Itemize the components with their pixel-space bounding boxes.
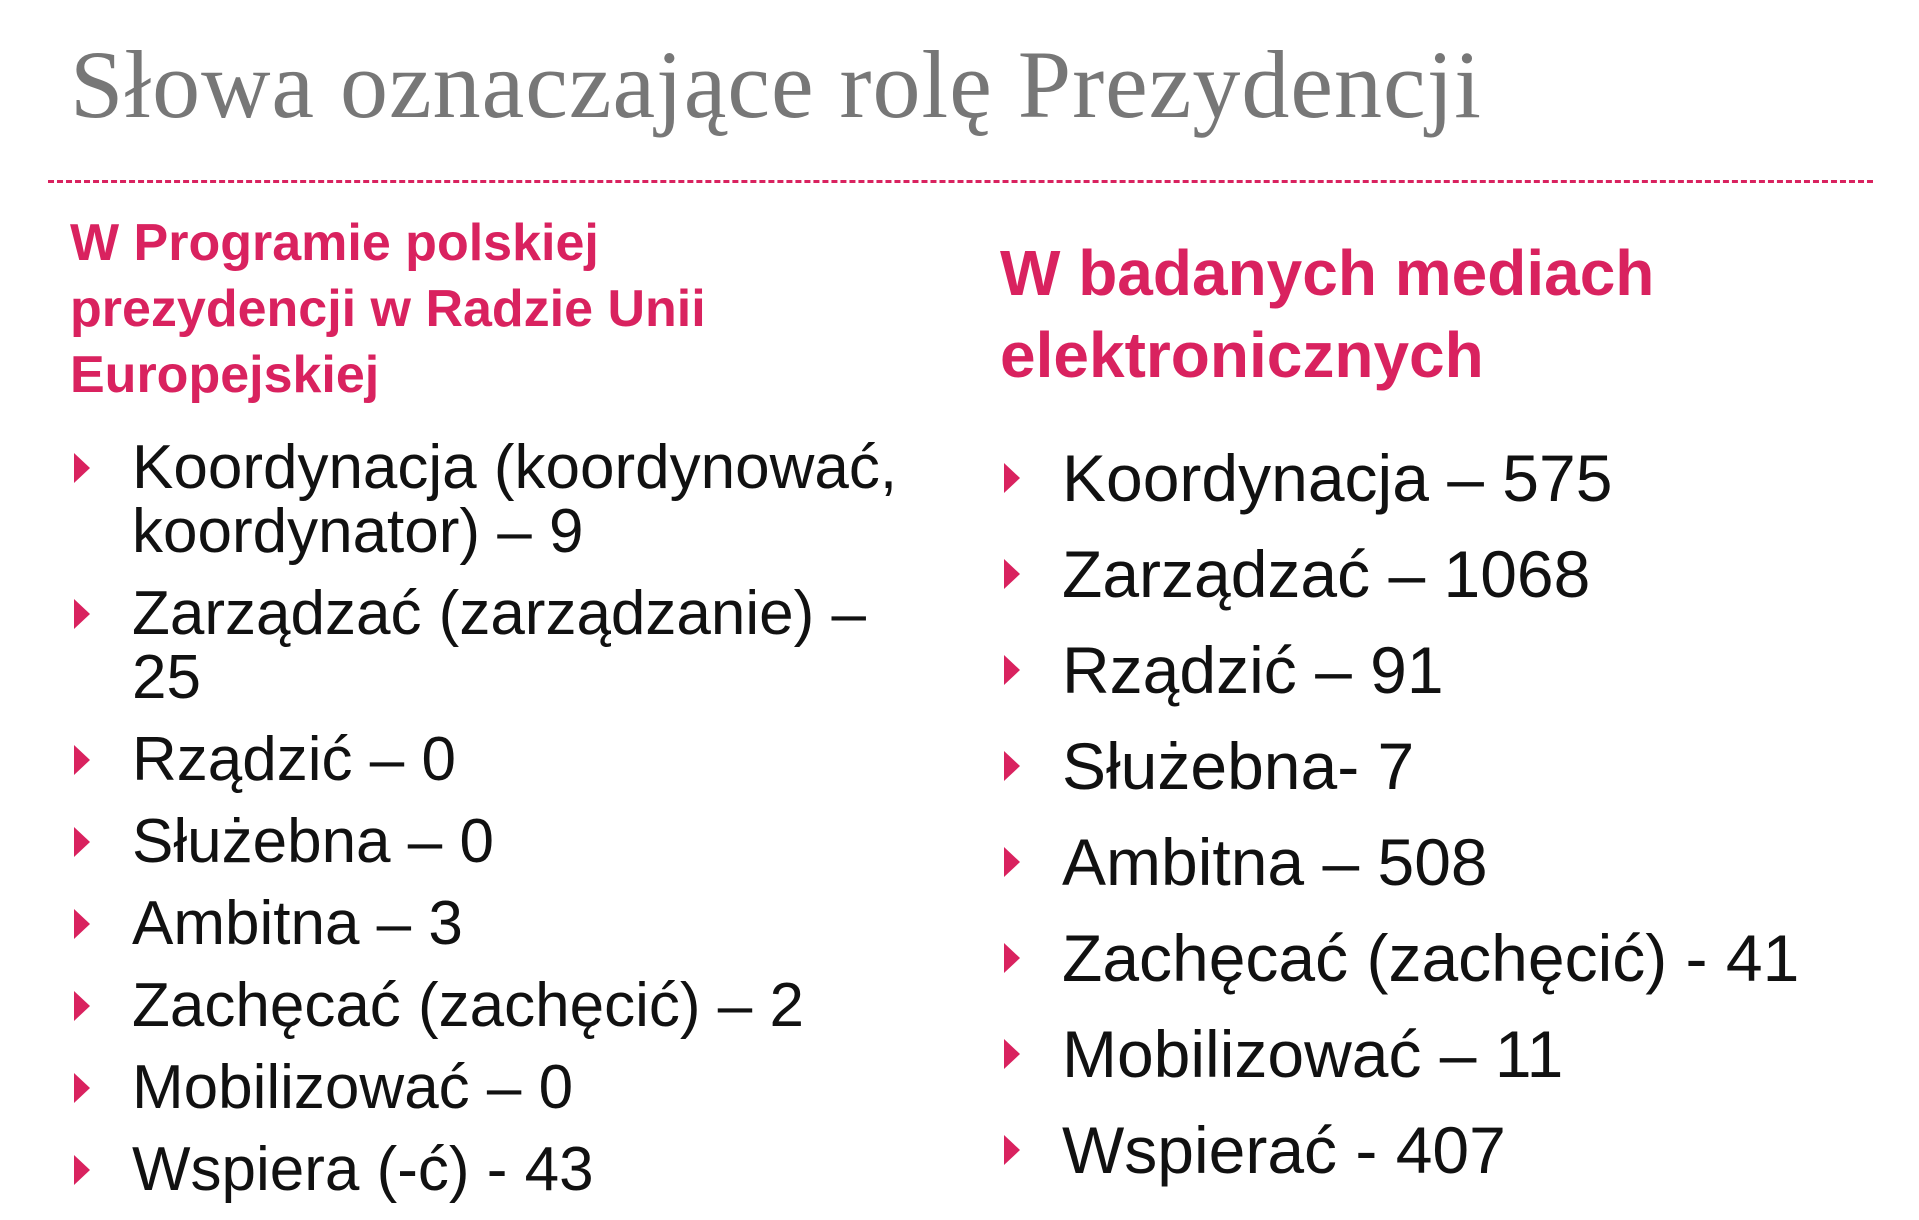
list-item [70,1053,950,1122]
triangle-right-icon [74,745,90,775]
dashed-divider [48,180,1873,183]
list-item [70,433,950,566]
list-item [1000,1016,1880,1092]
list-item [1000,728,1880,804]
triangle-right-icon [74,1073,90,1103]
list-item-label: Ambitna – 3 [132,889,463,958]
list-item [70,579,950,712]
triangle-right-icon [74,909,90,939]
right-list [1000,440,1880,1188]
triangle-right-icon [74,453,90,483]
triangle-right-icon [1004,1135,1020,1165]
list-item [1000,632,1880,708]
list-item-label: Rządzić – 0 [132,725,456,794]
list-item-label: Zachęcać (zachęcić) - 41 [1062,921,1800,995]
list-item [70,889,950,958]
triangle-right-icon [1004,559,1020,589]
list-item [1000,824,1880,900]
list-item-label: Zachęcać (zachęcić) – 2 [132,971,804,1040]
right-column-heading: W badanych mediach elektronicznych [1000,237,1655,391]
slide-title: Słowa oznaczające rolę Prezydencji [70,31,1482,138]
triangle-right-icon [74,827,90,857]
left-column-heading: W Programie polskiej prezydencji w Radzie Unii Europejskiej [70,214,706,404]
left-list [70,433,950,1204]
triangle-right-icon [1004,847,1020,877]
list-item-label: Mobilizować – 11 [1062,1017,1564,1091]
list-item [1000,920,1880,996]
list-item-label: Rządzić – 91 [1062,633,1444,707]
list-item [1000,1112,1880,1188]
triangle-right-icon [1004,655,1020,685]
list-item-label: Mobilizować – 0 [132,1053,574,1122]
list-item-label: Koordynacja (koordynować, koordynator) – 9 [132,433,898,566]
list-item [70,725,950,794]
list-item-label: Zarządzać (zarządzanie) – 25 [132,579,866,712]
list-item-label: Ambitna – 508 [1062,825,1488,899]
triangle-right-icon [1004,1039,1020,1069]
triangle-right-icon [1004,751,1020,781]
list-item [70,1135,950,1204]
list-item-label: Zarządzać – 1068 [1062,537,1591,611]
list-item [70,807,950,876]
right-column [1000,232,1880,1208]
triangle-right-icon [1004,943,1020,973]
list-item-label: Wspierać - 407 [1062,1113,1506,1187]
triangle-right-icon [1004,463,1020,493]
list-item [1000,440,1880,516]
triangle-right-icon [74,1155,90,1185]
list-item [70,971,950,1040]
triangle-right-icon [74,991,90,1021]
list-item-label: Wspiera (-ć) - 43 [132,1135,594,1204]
list-item [1000,536,1880,612]
list-item-label: Koordynacja – 575 [1062,441,1613,515]
left-column [70,210,950,1220]
list-item-label: Służebna- 7 [1062,729,1415,803]
triangle-right-icon [74,599,90,629]
list-item-label: Służebna – 0 [132,807,494,876]
